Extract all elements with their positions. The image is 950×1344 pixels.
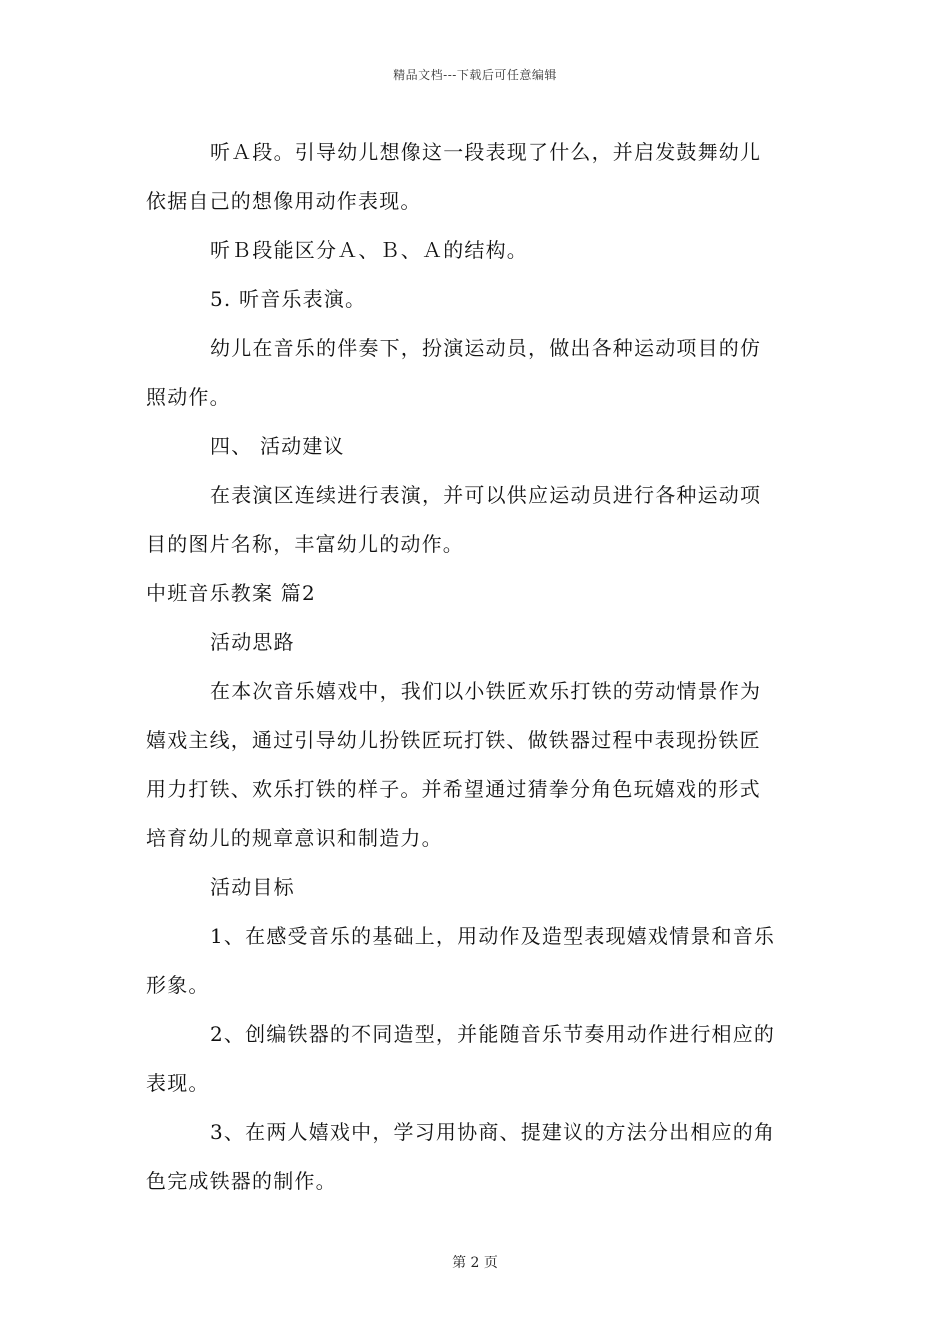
paragraph-line: 在本次音乐嬉戏中，我们以小铁匠欢乐打铁的劳动情景作为 (210, 679, 762, 703)
paragraph-line: 嬉戏主线，通过引导幼儿扮铁匠玩打铁、做铁器过程中表现扮铁匠 (146, 728, 761, 752)
section-heading: 活动目标 (210, 875, 295, 899)
paragraph-line: 表现。 (146, 1071, 210, 1095)
list-item: 1、在感受音乐的基础上，用动作及造型表现嬉戏情景和音乐 (210, 924, 776, 948)
paragraph-line: 听Ａ段。引导幼儿想像这一段表现了什么，并启发鼓舞幼儿 (210, 140, 762, 164)
list-item: 2、创编铁器的不同造型，并能随音乐节奏用动作进行相应的 (210, 1022, 776, 1046)
section-heading: 四、 活动建议 (210, 434, 345, 458)
paragraph-line: 听Ｂ段能区分Ａ、Ｂ、Ａ的结构。 (210, 238, 528, 262)
section-heading: 活动思路 (210, 630, 295, 654)
page-header: 精品文档---下载后可任意编辑 (393, 68, 557, 82)
paragraph-line: 色完成铁器的制作。 (146, 1169, 337, 1193)
page-number: 第 2 页 (452, 1255, 498, 1271)
lesson-title: 中班音乐教案 篇2 (146, 581, 316, 605)
list-item: 3、在两人嬉戏中，学习用协商、提建议的方法分出相应的角 (210, 1120, 776, 1144)
paragraph-line: 用力打铁、欢乐打铁的样子。并希望通过猜拳分角色玩嬉戏的形式 (146, 777, 761, 801)
paragraph-line: 幼儿在音乐的伴奏下，扮演运动员，做出各种运动项目的仿 (210, 336, 762, 360)
paragraph-line: 依据自己的想像用动作表现。 (146, 189, 422, 213)
list-item: 5. 听音乐表演。 (210, 287, 367, 311)
document-body (146, 132, 810, 1210)
paragraph-line: 目的图片名称，丰富幼儿的动作。 (146, 532, 464, 556)
paragraph-line: 形象。 (146, 973, 210, 997)
paragraph-line: 培育幼儿的规章意识和制造力。 (146, 826, 443, 850)
paragraph-line: 照动作。 (146, 385, 231, 409)
paragraph-line: 在表演区连续进行表演，并可以供应运动员进行各种运动项 (210, 483, 762, 507)
